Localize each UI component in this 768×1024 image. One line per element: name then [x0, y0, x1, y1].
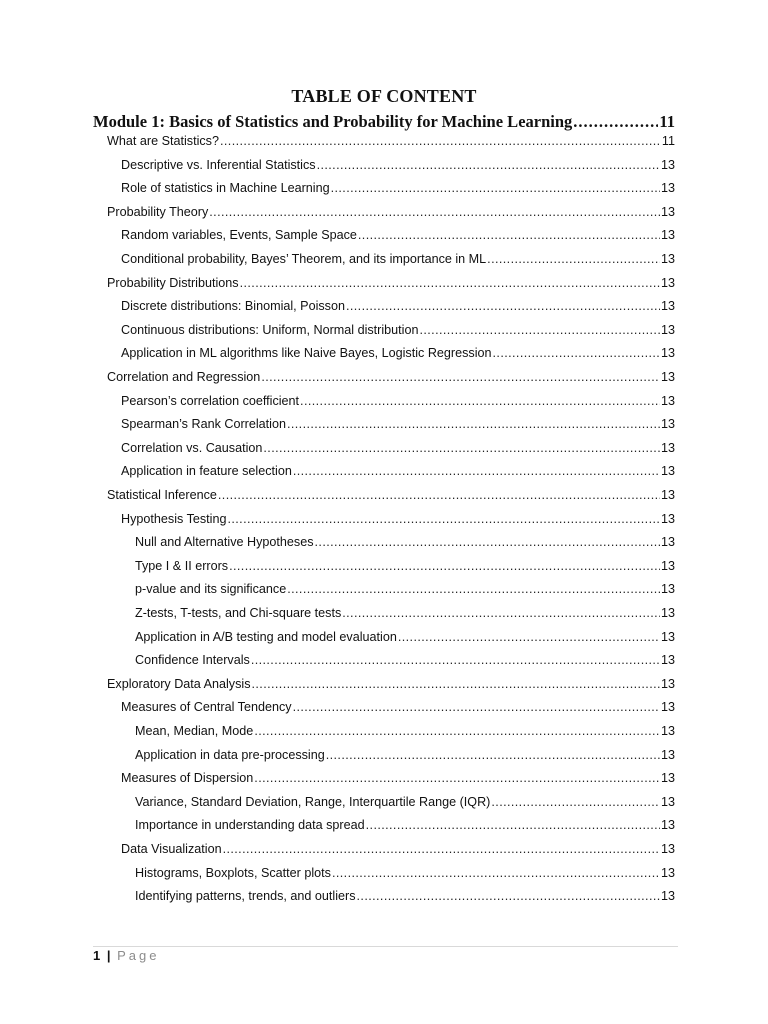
toc-entry-label: Data Visualization [121, 842, 222, 856]
footer-separator: | [106, 948, 111, 963]
toc-entry-page-number: 13 [660, 747, 675, 762]
toc-entry[interactable] [135, 653, 675, 673]
toc-entry-page-number: 13 [660, 700, 675, 715]
toc-entry[interactable] [135, 630, 675, 650]
toc-entry-page-number: 13 [660, 204, 675, 219]
toc-entry-label: Measures of Dispersion [121, 771, 254, 786]
page-footer [93, 948, 160, 963]
toc-entry-page-number: 11 [661, 134, 675, 148]
dot-leader [240, 276, 660, 290]
toc-entry[interactable] [135, 724, 675, 744]
dot-leader [342, 606, 660, 620]
dot-leader [254, 771, 660, 785]
dot-leader [287, 417, 660, 431]
toc-entry-page-number: 13 [660, 275, 675, 290]
dot-leader [357, 889, 660, 903]
footer-page-word: Page [117, 948, 160, 963]
toc-entry-label: Application in data pre-processing [135, 747, 325, 762]
toc-entry[interactable] [107, 276, 675, 296]
dot-leader [300, 394, 660, 408]
toc-entry-label: Exploratory Data Analysis [107, 676, 251, 691]
toc-entry[interactable] [135, 889, 675, 909]
toc-entry-label: Descriptive vs. Inferential Statistics [121, 157, 316, 172]
toc-entry[interactable] [107, 370, 675, 390]
dot-leader [227, 512, 660, 526]
toc-entry-page-number: 13 [660, 157, 675, 172]
toc-entry-label: Role of statistics in Machine Learning [121, 181, 330, 196]
toc-entry[interactable] [107, 677, 675, 697]
toc-entry-label: Statistical Inference [107, 488, 217, 502]
toc-entry-label: Correlation vs. Causation [121, 440, 263, 455]
toc-entry-page-number: 13 [660, 393, 675, 408]
toc-entry-label: Probability Theory [107, 204, 209, 219]
toc-entry-page-number: 13 [660, 865, 675, 880]
toc-entry[interactable] [121, 417, 675, 437]
toc-entry-page-number: 13 [660, 629, 675, 644]
toc-entry-label: Conditional probability, Bayes’ Theorem, and its importance in ML [121, 252, 487, 266]
dot-leader [223, 842, 660, 856]
toc-entry-label: Continuous distributions: Uniform, Normal distribution [121, 322, 419, 337]
toc-entry-label: Variance, Standard Deviation, Range, Interquartile Range (IQR) [135, 794, 491, 809]
toc-entry[interactable] [135, 866, 675, 886]
toc-entry-page-number: 13 [660, 252, 675, 266]
toc-entry-page-number: 13 [660, 299, 675, 314]
toc-entry-page-number: 13 [660, 228, 675, 243]
toc-entry-page-number: 13 [660, 794, 675, 809]
dot-leader [261, 370, 660, 384]
dot-leader [487, 252, 660, 266]
toc-entry[interactable] [135, 582, 675, 602]
toc-entry-label: Probability Distributions [107, 275, 239, 290]
toc-entry-label: Null and Alternative Hypotheses [135, 535, 314, 550]
dot-leader [331, 181, 660, 195]
toc-entry-label: Identifying patterns, trends, and outliers [135, 889, 356, 904]
toc-entry-page-number: 13 [660, 606, 675, 620]
toc-entry[interactable] [121, 464, 675, 484]
dot-leader [332, 866, 660, 880]
toc-entry-page-number: 13 [660, 724, 675, 738]
dot-leader [358, 228, 660, 242]
toc-entry[interactable] [121, 441, 675, 461]
toc-entry[interactable] [121, 771, 675, 791]
dot-leader [263, 441, 660, 455]
toc-entry-label: Random variables, Events, Sample Space [121, 228, 357, 243]
toc-entry[interactable] [135, 606, 675, 626]
toc-entry-label: Confidence Intervals [135, 653, 250, 668]
toc-entry[interactable] [135, 795, 675, 815]
toc-entry[interactable] [121, 346, 675, 366]
toc-entry-page-number: 13 [660, 558, 675, 573]
toc-entry-page-number: 13 [660, 818, 675, 833]
toc-entry-label: Importance in understanding data spread [135, 818, 365, 833]
dot-leader [251, 653, 660, 667]
toc-entry-label: Histograms, Boxplots, Scatter plots [135, 865, 331, 880]
toc-entry[interactable] [121, 181, 675, 201]
toc-entry[interactable] [135, 535, 675, 555]
toc-entry[interactable] [135, 818, 675, 838]
toc-entry[interactable] [121, 228, 675, 248]
toc-entry[interactable] [121, 700, 675, 720]
dot-leader [398, 630, 660, 644]
dot-leader [419, 323, 660, 337]
toc-entry-label: Type I & II errors [135, 558, 229, 573]
toc-entry-label: What are Statistics? [107, 134, 219, 148]
toc-title: TABLE OF CONTENT [291, 86, 477, 106]
toc-entry[interactable] [121, 394, 675, 414]
module-page-number: 11 [659, 112, 675, 131]
toc-entry-page-number: 13 [660, 464, 675, 479]
dot-leader [491, 795, 660, 809]
footer-page-number: 1 [93, 948, 101, 963]
dot-leader [254, 724, 660, 738]
toc-entry-page-number: 13 [660, 582, 675, 597]
toc-entry-label: Hypothesis Testing [121, 511, 227, 526]
dot-leader [317, 158, 660, 172]
toc-entry-label: Pearson’s correlation coefficient [121, 393, 300, 408]
toc-entry-page-number: 13 [660, 370, 675, 384]
toc-entry-page-number: 13 [660, 440, 675, 455]
dot-leader [287, 582, 660, 596]
toc-entry[interactable] [121, 323, 675, 343]
toc-entry-label: Application in ML algorithms like Naive Bayes, Logistic Regression [121, 346, 492, 361]
toc-entry-label: Application in feature selection [121, 464, 292, 479]
toc-entry-page-number: 13 [660, 535, 675, 550]
toc-entry-label: Measures of Central Tendency [121, 700, 292, 715]
toc-entry-page-number: 13 [660, 322, 675, 337]
toc-entry[interactable] [107, 134, 675, 154]
toc-entry-page-number: 13 [660, 181, 675, 196]
toc-entry-label: Z-tests, T-tests, and Chi-square tests [135, 606, 342, 620]
toc-entry[interactable] [135, 559, 675, 579]
dot-leader [293, 464, 660, 478]
toc-entry[interactable] [121, 299, 675, 319]
toc-entry-label: Spearman’s Rank Correlation [121, 417, 286, 432]
toc-entry[interactable] [135, 748, 675, 768]
footer-divider [93, 946, 678, 947]
toc-entry-page-number: 13 [660, 842, 675, 856]
toc-entry-page-number: 13 [660, 676, 675, 691]
toc-entry-label: p-value and its significance [135, 582, 287, 597]
toc-entry-label: Discrete distributions: Binomial, Poisson [121, 299, 345, 314]
dot-leader [493, 346, 660, 360]
toc-entry-label: Application in A/B testing and model evaluation [135, 629, 397, 644]
dot-leader [366, 818, 660, 832]
toc-entry-page-number: 13 [660, 653, 675, 668]
toc-entry[interactable] [121, 512, 675, 532]
toc-entry[interactable] [121, 842, 675, 862]
dot-leader [293, 700, 660, 714]
toc-entry-page-number: 13 [660, 771, 675, 786]
dot-leader [220, 134, 661, 148]
toc-entry[interactable] [121, 158, 675, 178]
toc-entry[interactable] [107, 205, 675, 225]
toc-entry-page-number: 13 [660, 417, 675, 432]
dot-leader [315, 535, 660, 549]
toc-entry-page-number: 13 [660, 346, 675, 361]
toc-entry[interactable] [121, 252, 675, 272]
toc-entry[interactable] [107, 488, 675, 508]
toc-entry-page-number: 13 [660, 889, 675, 904]
dot-leader [346, 299, 660, 313]
dot-leader [252, 677, 660, 691]
toc-entry-page-number: 13 [660, 488, 675, 502]
toc-entry-label: Mean, Median, Mode [135, 724, 254, 738]
module-label: Module 1: Basics of Statistics and Probability for Machine Learning [93, 112, 573, 131]
dot-leader [229, 559, 660, 573]
dot-leader [573, 112, 658, 132]
toc-entry-label: Correlation and Regression [107, 370, 261, 384]
dot-leader [326, 748, 660, 762]
toc-module-entry[interactable] [93, 112, 675, 132]
dot-leader [218, 488, 660, 502]
toc-entry-page-number: 13 [660, 511, 675, 526]
dot-leader [209, 205, 660, 219]
